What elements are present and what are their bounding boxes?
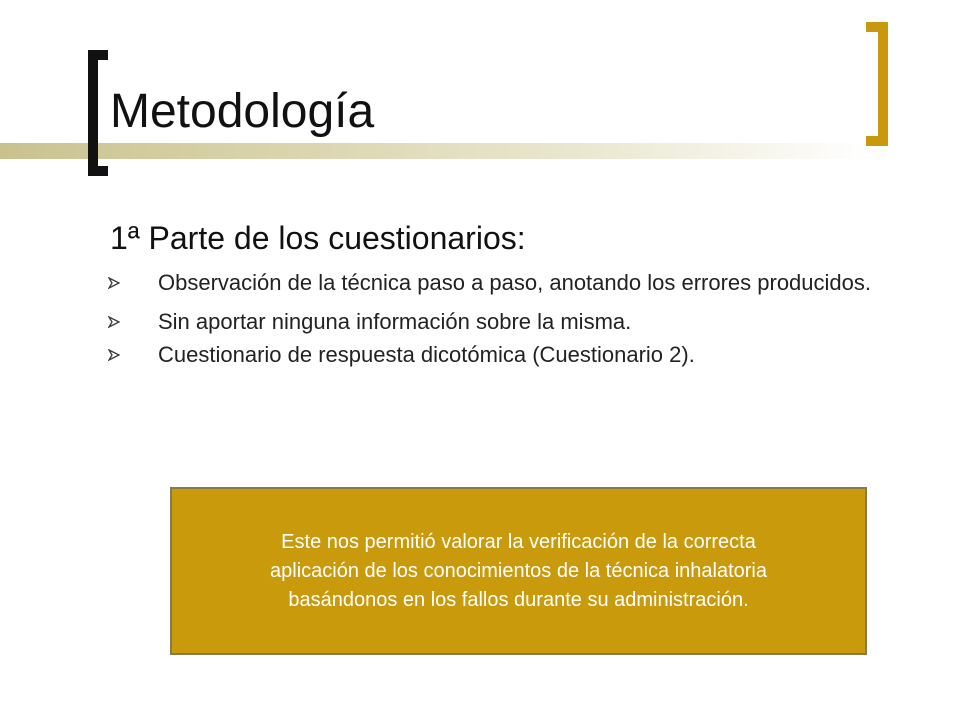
right-bracket-decoration [866, 22, 888, 146]
bullet-item [108, 307, 898, 336]
bullet-item [108, 268, 898, 297]
slide-title: Metodología [110, 85, 375, 138]
arrowhead-bullet-icon [108, 349, 120, 361]
bullet-text: Cuestionario de respuesta dicotómica (Cuestionario 2). [158, 342, 695, 367]
bullet-list [108, 268, 898, 379]
bullet-text: Sin aportar ninguna información sobre la misma. [158, 309, 632, 334]
callout-text: Este nos permitió valorar la verificación de la correcta aplicación de los conocimientos de la técnica inhalatoria basándonos en los fallos durante su administración. [270, 530, 767, 611]
left-bracket-decoration [88, 50, 108, 176]
arrowhead-bullet-icon [108, 316, 120, 328]
callout-box [170, 487, 867, 655]
bullet-item [108, 340, 898, 369]
title-underline-rule [0, 143, 872, 159]
arrowhead-bullet-icon [108, 277, 120, 289]
slide-subtitle: 1ª Parte de los cuestionarios: [110, 220, 526, 256]
bullet-text: Observación de la técnica paso a paso, anotando los errores producidos. [158, 270, 871, 295]
